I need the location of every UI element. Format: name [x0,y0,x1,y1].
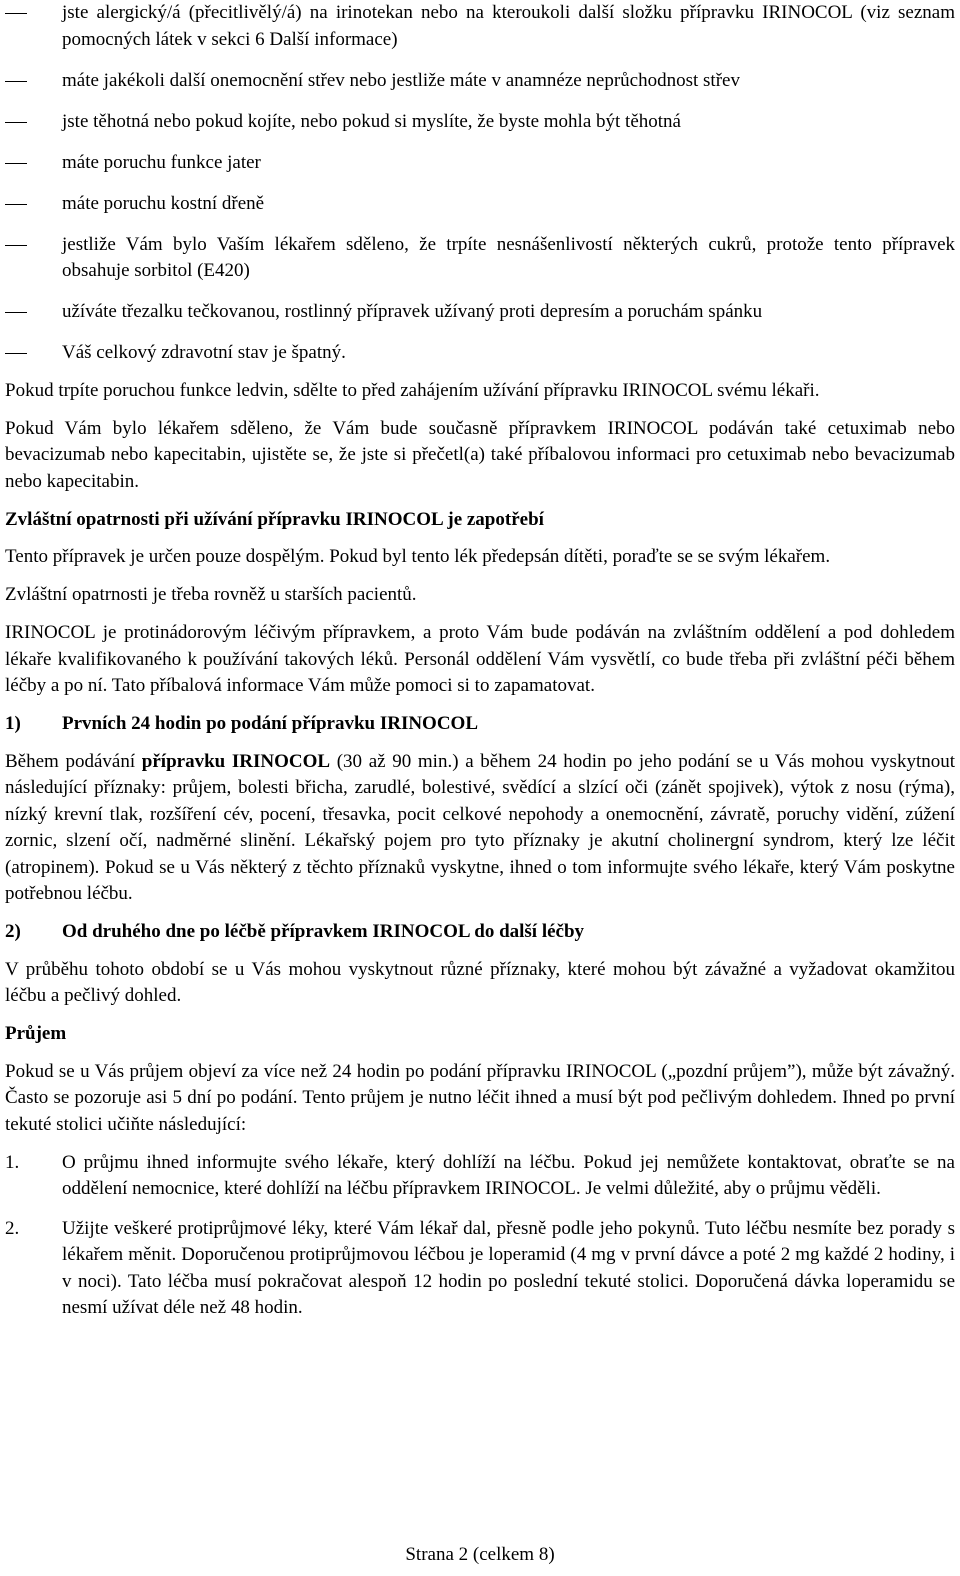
department-paragraph: IRINOCOL je protinádorovým léčivým přípravkem, a proto Vám bude podáván na zvláštním oddělení a pod dohledem lékaře kvalifikovaného k používání takových léků. Personál oddělení Vám vysvětlí, co bude třeba při zvláštní péči během léčby a po ní. Tato příbalová informace Vám může pomoci si to zapamatovat. [5,622,955,696]
section-2-paragraph: V průběhu tohoto období se u Vás mohou vyskytnout různé příznaky, které mohou být závažné a vyžadovat okamžitou léčbu a pečlivý dohled. [5,958,955,1006]
list-item: máte poruchu funkce jater [62,151,261,173]
numbered-item [5,1150,955,1203]
list-item: Váš celkový zdravotní stav je špatný. [62,342,346,363]
list-item: máte jakékoli další onemocnění střev nebo jestliže máte v anamnéze neprůchodnost střev [62,69,740,91]
elderly-paragraph: Zvláštní opatrnosti je třeba rovněž u starších pacientů. [5,584,417,605]
list-item: jestliže Vám bylo Vaším lékařem sděleno, že trpíte nesnášenlivostí některých cukrů, protože tento přípravek obsahuje sorbitol (E420) [62,233,955,281]
section-2-number: 2) [5,921,21,942]
item-text: O průjmu ihned informujte svého lékaře, který dohlíží na léčbu. Pokud jej nemůžete kontaktovat, obraťte se na oddělení nemocnice, které dohlíží na léčbu přípravkem IRINOCOL. Je velmi důležité, aby o průjmu věděli. [62,1151,955,1199]
list-item: jste alergický/á (přecitlivělý/á) na irinotekan nebo na kteroukoli další složku přípravku IRINOCOL (viz seznam pomocných látek v sekci 6 Další informace) [62,2,955,50]
section-1-number: 1) [5,713,21,734]
list-item: užíváte třezalku tečkovanou, rostlinný přípravek užívaný proti depresím a poruchám spánku [62,301,763,322]
document-page [5,0,955,1335]
section-1-title: Prvních 24 hodin po podání přípravku IRINOCOL [62,713,479,734]
section-1-heading [5,711,955,738]
diarrhoea-paragraph: Pokud se u Vás průjem objeví za více než 24 hodin po podání přípravku IRINOCOL („pozdní průjem”), může být závažný. Často se pozoruje asi 5 dní po podání. Tento průjem je nutno léčit ihned a musí být pod pečlivým dohledem. Ihned po první tekuté stolici učiňte následující: [5,1060,955,1135]
numbered-item [5,1216,955,1322]
caution-heading: Zvláštní opatrnosti při užívání přípravku IRINOCOL je zapotřebí [5,508,544,530]
precaution-list [5,0,955,367]
kidney-paragraph: Pokud trpíte poruchou funkce ledvin, sdělte to před zahájením užívání přípravku IRINOCOL svému lékaři. [5,379,820,401]
cetuximab-paragraph: Pokud Vám bylo lékařem sděleno, že Vám bude současně přípravkem IRINOCOL podáván také cetuximab nebo bevacizumab nebo kapecitabin, ujistěte se, že jste si přečetl(a) také příbalovou informaci pro cetuximab nebo bevacizumab nebo kapecitabin. [5,417,955,492]
section-1-paragraph: Během podávání přípravku IRINOCOL (30 až 90 min.) a během 24 hodin po jeho podání se u Vás mohou vyskytnout následující příznaky: průjem, bolesti břicha, zarudlé, bolestivé, svědící a slzící oči (zánět spojivek), výtok z nosu (rýma), nízký krevní tlak, rozšíření cév, pocení, třesavka, pocit celkové nepohody a onemocnění, závratě, poruchy vidění, zúžení zornic, slzení očí, nadměrné slinění. Lékařský pojem pro tyto příznaky je akutní cholinergní syndrom, který lze léčit (atropinem). Pokud se u Vás některý z těchto příznaků vyskytne, ihned o tom informujte svého lékaře, který Vám poskytne potřebnou léčbu. [5,750,955,904]
item-number: 1. [5,1151,20,1173]
list-item: jste těhotná nebo pokud kojíte, nebo pokud si myslíte, že byste mohla být těhotná [62,110,681,132]
adults-paragraph: Tento přípravek je určen pouze dospělým. Pokud byl tento lék předepsán dítěti, poraďte se se svým lékařem. [5,546,831,567]
section-2-title: Od druhého dne po léčbě přípravkem IRINOCOL do další léčby [62,921,585,942]
item-text: Užijte veškeré protiprůjmové léky, které Vám lékař dal, přesně podle jeho pokynů. Tuto léčbu nesmíte bez porady s lékařem měnit. Doporučenou protiprůjmovou léčbou je loperamid (4 mg v první dávce a poté 2 mg každé 2 hodiny, i v noci). Tato léčba musí pokračovat alespoň 12 hodin po poslední tekuté stolici. Doporučená dávka loperamidu se nesmí užívat déle než 48 hodin. [62,1217,955,1318]
page-footer: Strana 2 (celkem 8) [405,1544,555,1565]
item-number: 2. [5,1217,20,1239]
section-2-heading [5,919,955,946]
diarrhoea-heading: Průjem [5,1023,67,1044]
list-item: máte poruchu kostní dřeně [62,192,265,214]
